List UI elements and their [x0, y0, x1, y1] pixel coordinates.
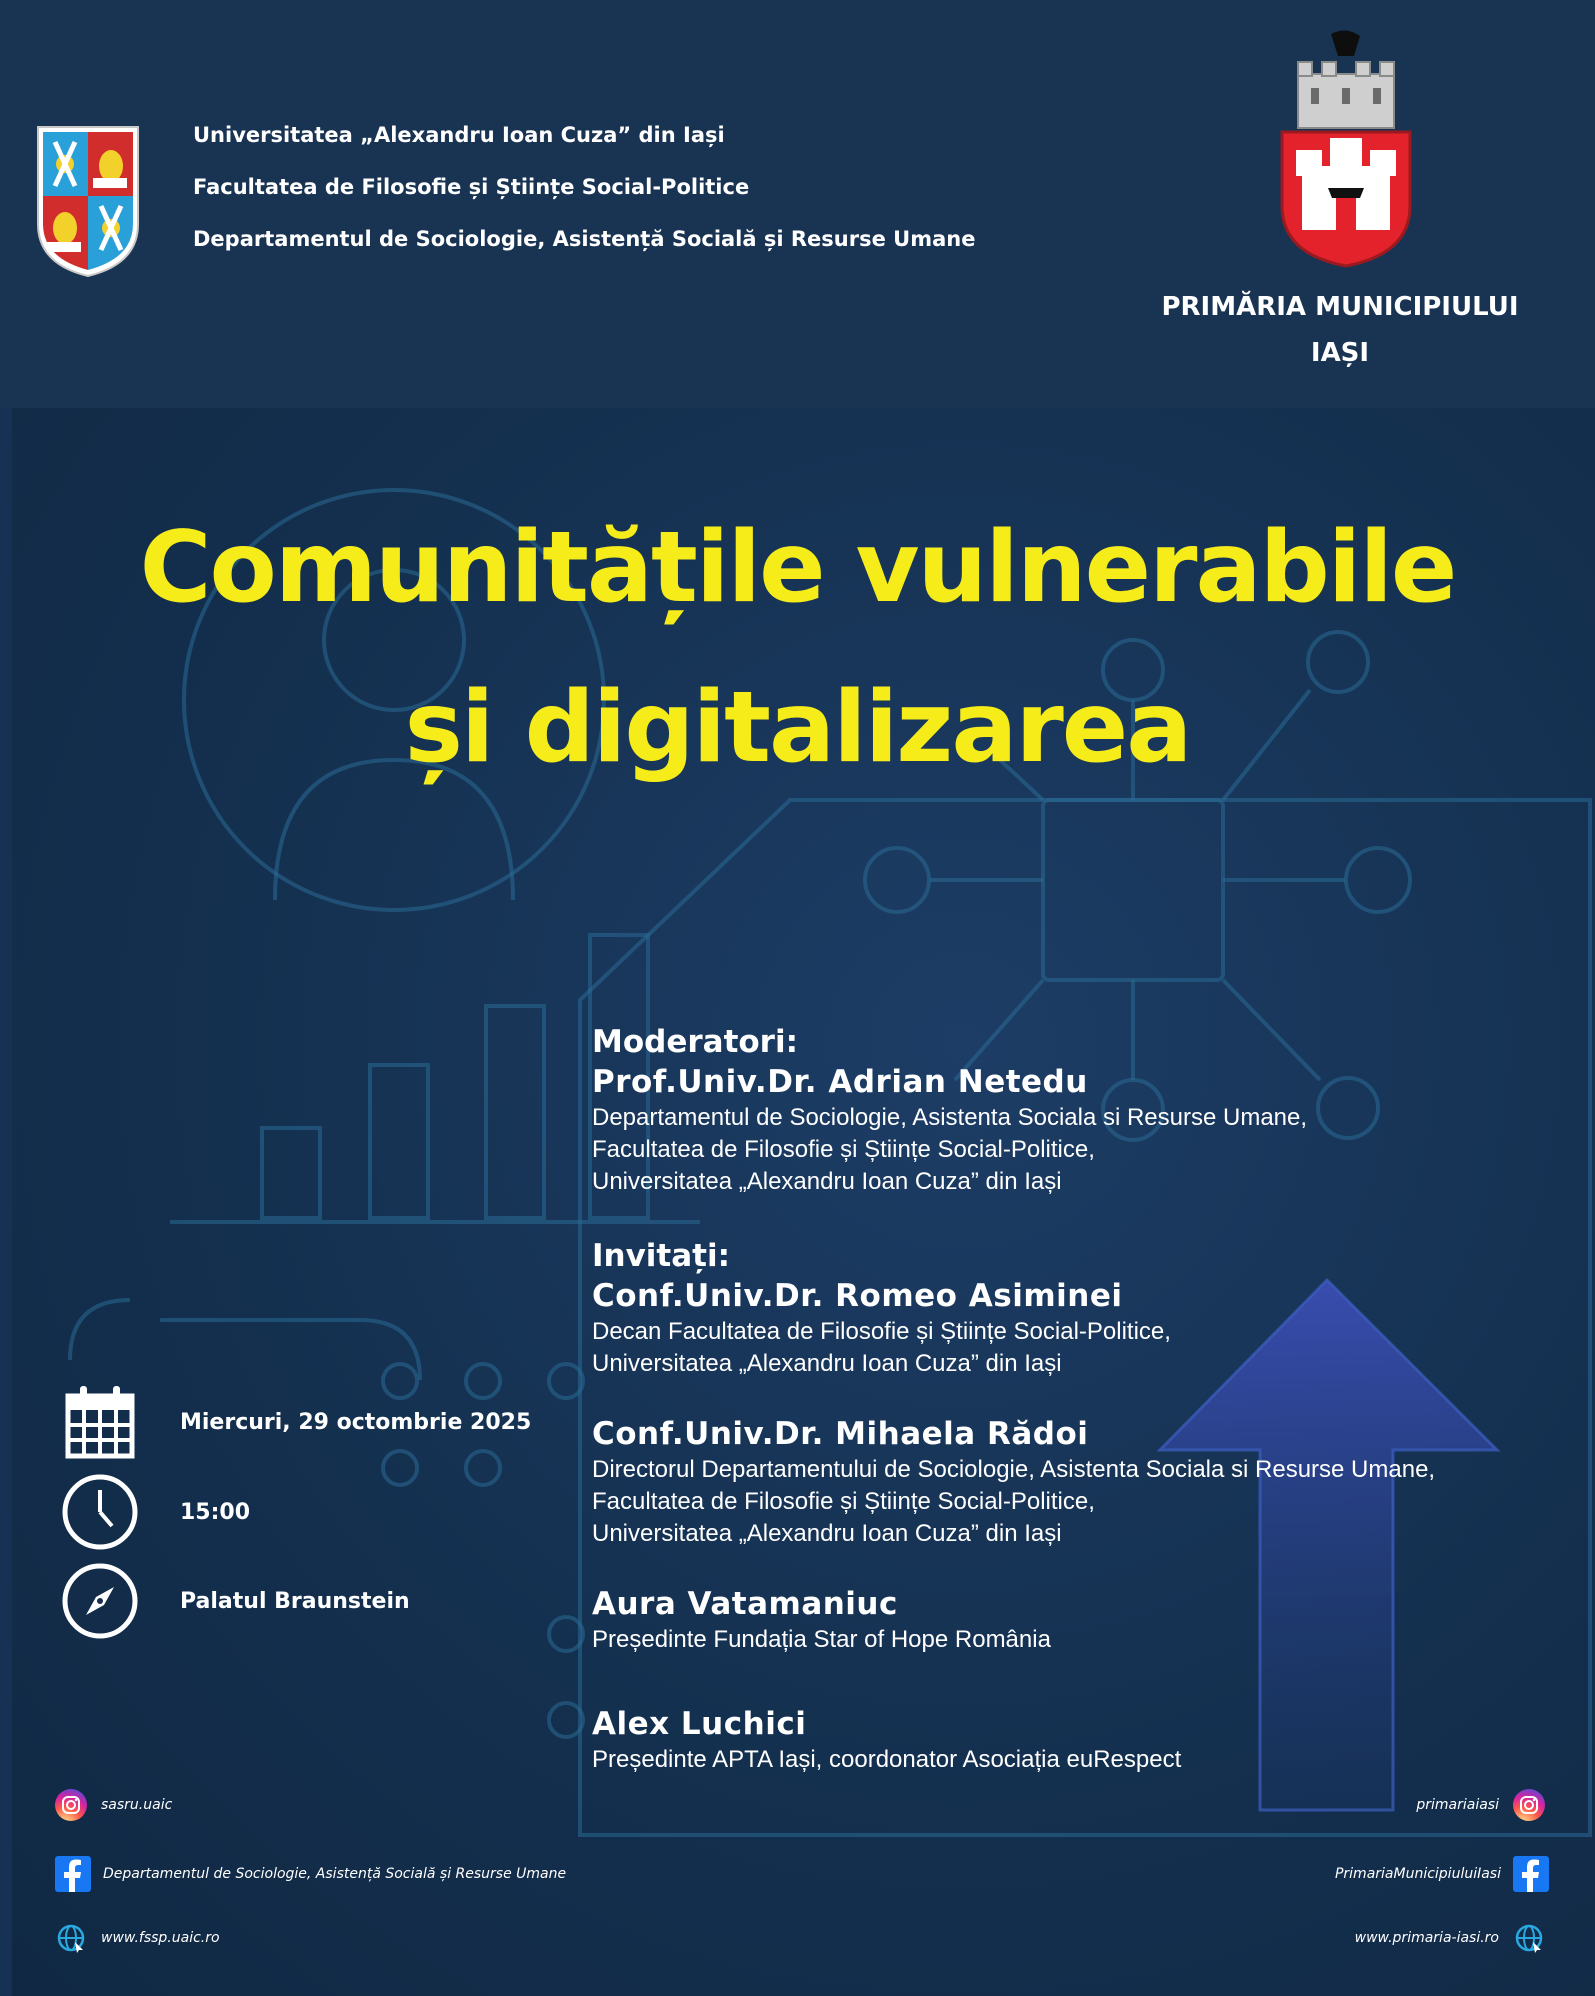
guests-heading: Invitați:	[592, 1238, 731, 1274]
social-web-left[interactable]	[55, 1922, 220, 1954]
university-crest-icon	[35, 124, 141, 278]
person-affiliation: Facultatea de Filosofie și Științe Social-Politice,	[592, 1136, 1095, 1163]
moderator-entry	[592, 1062, 1572, 1198]
event-date-row	[60, 1382, 531, 1462]
event-time-row	[60, 1472, 250, 1552]
social-instagram-right[interactable]	[1416, 1789, 1545, 1821]
globe-icon	[1513, 1922, 1545, 1954]
social-web-right[interactable]	[1355, 1922, 1545, 1954]
guest-entry	[592, 1584, 1572, 1656]
event-time: 15:00	[180, 1499, 251, 1525]
person-name: Conf.Univ.Dr. Romeo Asiminei	[592, 1278, 1123, 1314]
facebook-icon	[55, 1856, 91, 1892]
person-name: Prof.Univ.Dr. Adrian Netedu	[592, 1064, 1088, 1100]
person-name: Conf.Univ.Dr. Mihaela Rădoi	[592, 1416, 1089, 1452]
event-location-row	[60, 1561, 410, 1641]
event-date: Miercuri, 29 octombrie 2025	[180, 1409, 532, 1435]
city-crest-icon	[1276, 26, 1416, 270]
person-affiliation: Directorul Departamentului de Sociologie, Asistenta Sociala si Resurse Umane,	[592, 1456, 1436, 1483]
city-hall-name-line1: PRIMĂRIA MUNICIPIULUI	[1161, 292, 1519, 322]
event-title	[60, 488, 1535, 808]
city-hall-name	[1130, 284, 1550, 376]
faculty-name: Facultatea de Filosofie și Științe Social-Politice	[193, 175, 750, 199]
instagram-icon	[1513, 1789, 1545, 1821]
event-location: Palatul Braunstein	[180, 1588, 410, 1614]
guest-entry	[592, 1276, 1572, 1380]
instagram-icon	[55, 1789, 87, 1821]
event-title-line2: și digitalizarea	[404, 671, 1191, 785]
social-instagram-left[interactable]	[55, 1789, 172, 1821]
facebook-page: Departamentul de Sociologie, Asistență Socială și Resurse Umane	[103, 1866, 567, 1882]
person-affiliation: Președinte Fundația Star of Hope România	[592, 1626, 1051, 1653]
guest-entry	[592, 1704, 1572, 1776]
person-affiliation: Decan Facultatea de Filosofie și Științe Social-Politice,	[592, 1318, 1171, 1345]
guest-entry	[592, 1414, 1572, 1550]
person-affiliation: Universitatea „Alexandru Ioan Cuza” din Iași	[592, 1520, 1062, 1547]
instagram-handle: sasru.uaic	[101, 1797, 173, 1813]
person-affiliation: Universitatea „Alexandru Ioan Cuza” din Iași	[592, 1350, 1062, 1377]
person-name: Alex Luchici	[592, 1706, 807, 1742]
clock-icon	[60, 1472, 140, 1552]
person-affiliation: Departamentul de Sociologie, Asistenta Sociala si Resurse Umane,	[592, 1104, 1308, 1131]
facebook-icon	[1513, 1856, 1549, 1892]
instagram-handle: primariaiasi	[1416, 1797, 1499, 1813]
event-title-line1: Comunitățile vulnerabile	[139, 511, 1456, 625]
person-affiliation: Universitatea „Alexandru Ioan Cuza” din Iași	[592, 1168, 1062, 1195]
city-hall-name-line2: IAȘI	[1310, 338, 1370, 368]
globe-icon	[55, 1922, 87, 1954]
university-affiliation	[193, 118, 975, 274]
university-name: Universitatea „Alexandru Ioan Cuza” din Iași	[193, 123, 725, 147]
social-facebook-left[interactable]	[55, 1856, 566, 1892]
compass-icon	[60, 1561, 140, 1641]
person-affiliation: Facultatea de Filosofie și Științe Social-Politice,	[592, 1488, 1095, 1515]
department-name: Departamentul de Sociologie, Asistență Socială și Resurse Umane	[193, 227, 976, 251]
moderators-heading: Moderatori:	[592, 1024, 798, 1060]
facebook-page: PrimariaMunicipiuluiIasi	[1334, 1866, 1501, 1882]
speakers-list	[592, 1022, 1572, 1776]
person-affiliation: Președinte APTA Iași, coordonator Asociația euRespect	[592, 1746, 1182, 1773]
website-url: www.primaria-iasi.ro	[1354, 1930, 1499, 1946]
social-facebook-right[interactable]	[1335, 1856, 1549, 1892]
person-name: Aura Vatamaniuc	[592, 1586, 898, 1622]
website-url: www.fssp.uaic.ro	[101, 1930, 220, 1946]
calendar-icon	[60, 1382, 140, 1462]
